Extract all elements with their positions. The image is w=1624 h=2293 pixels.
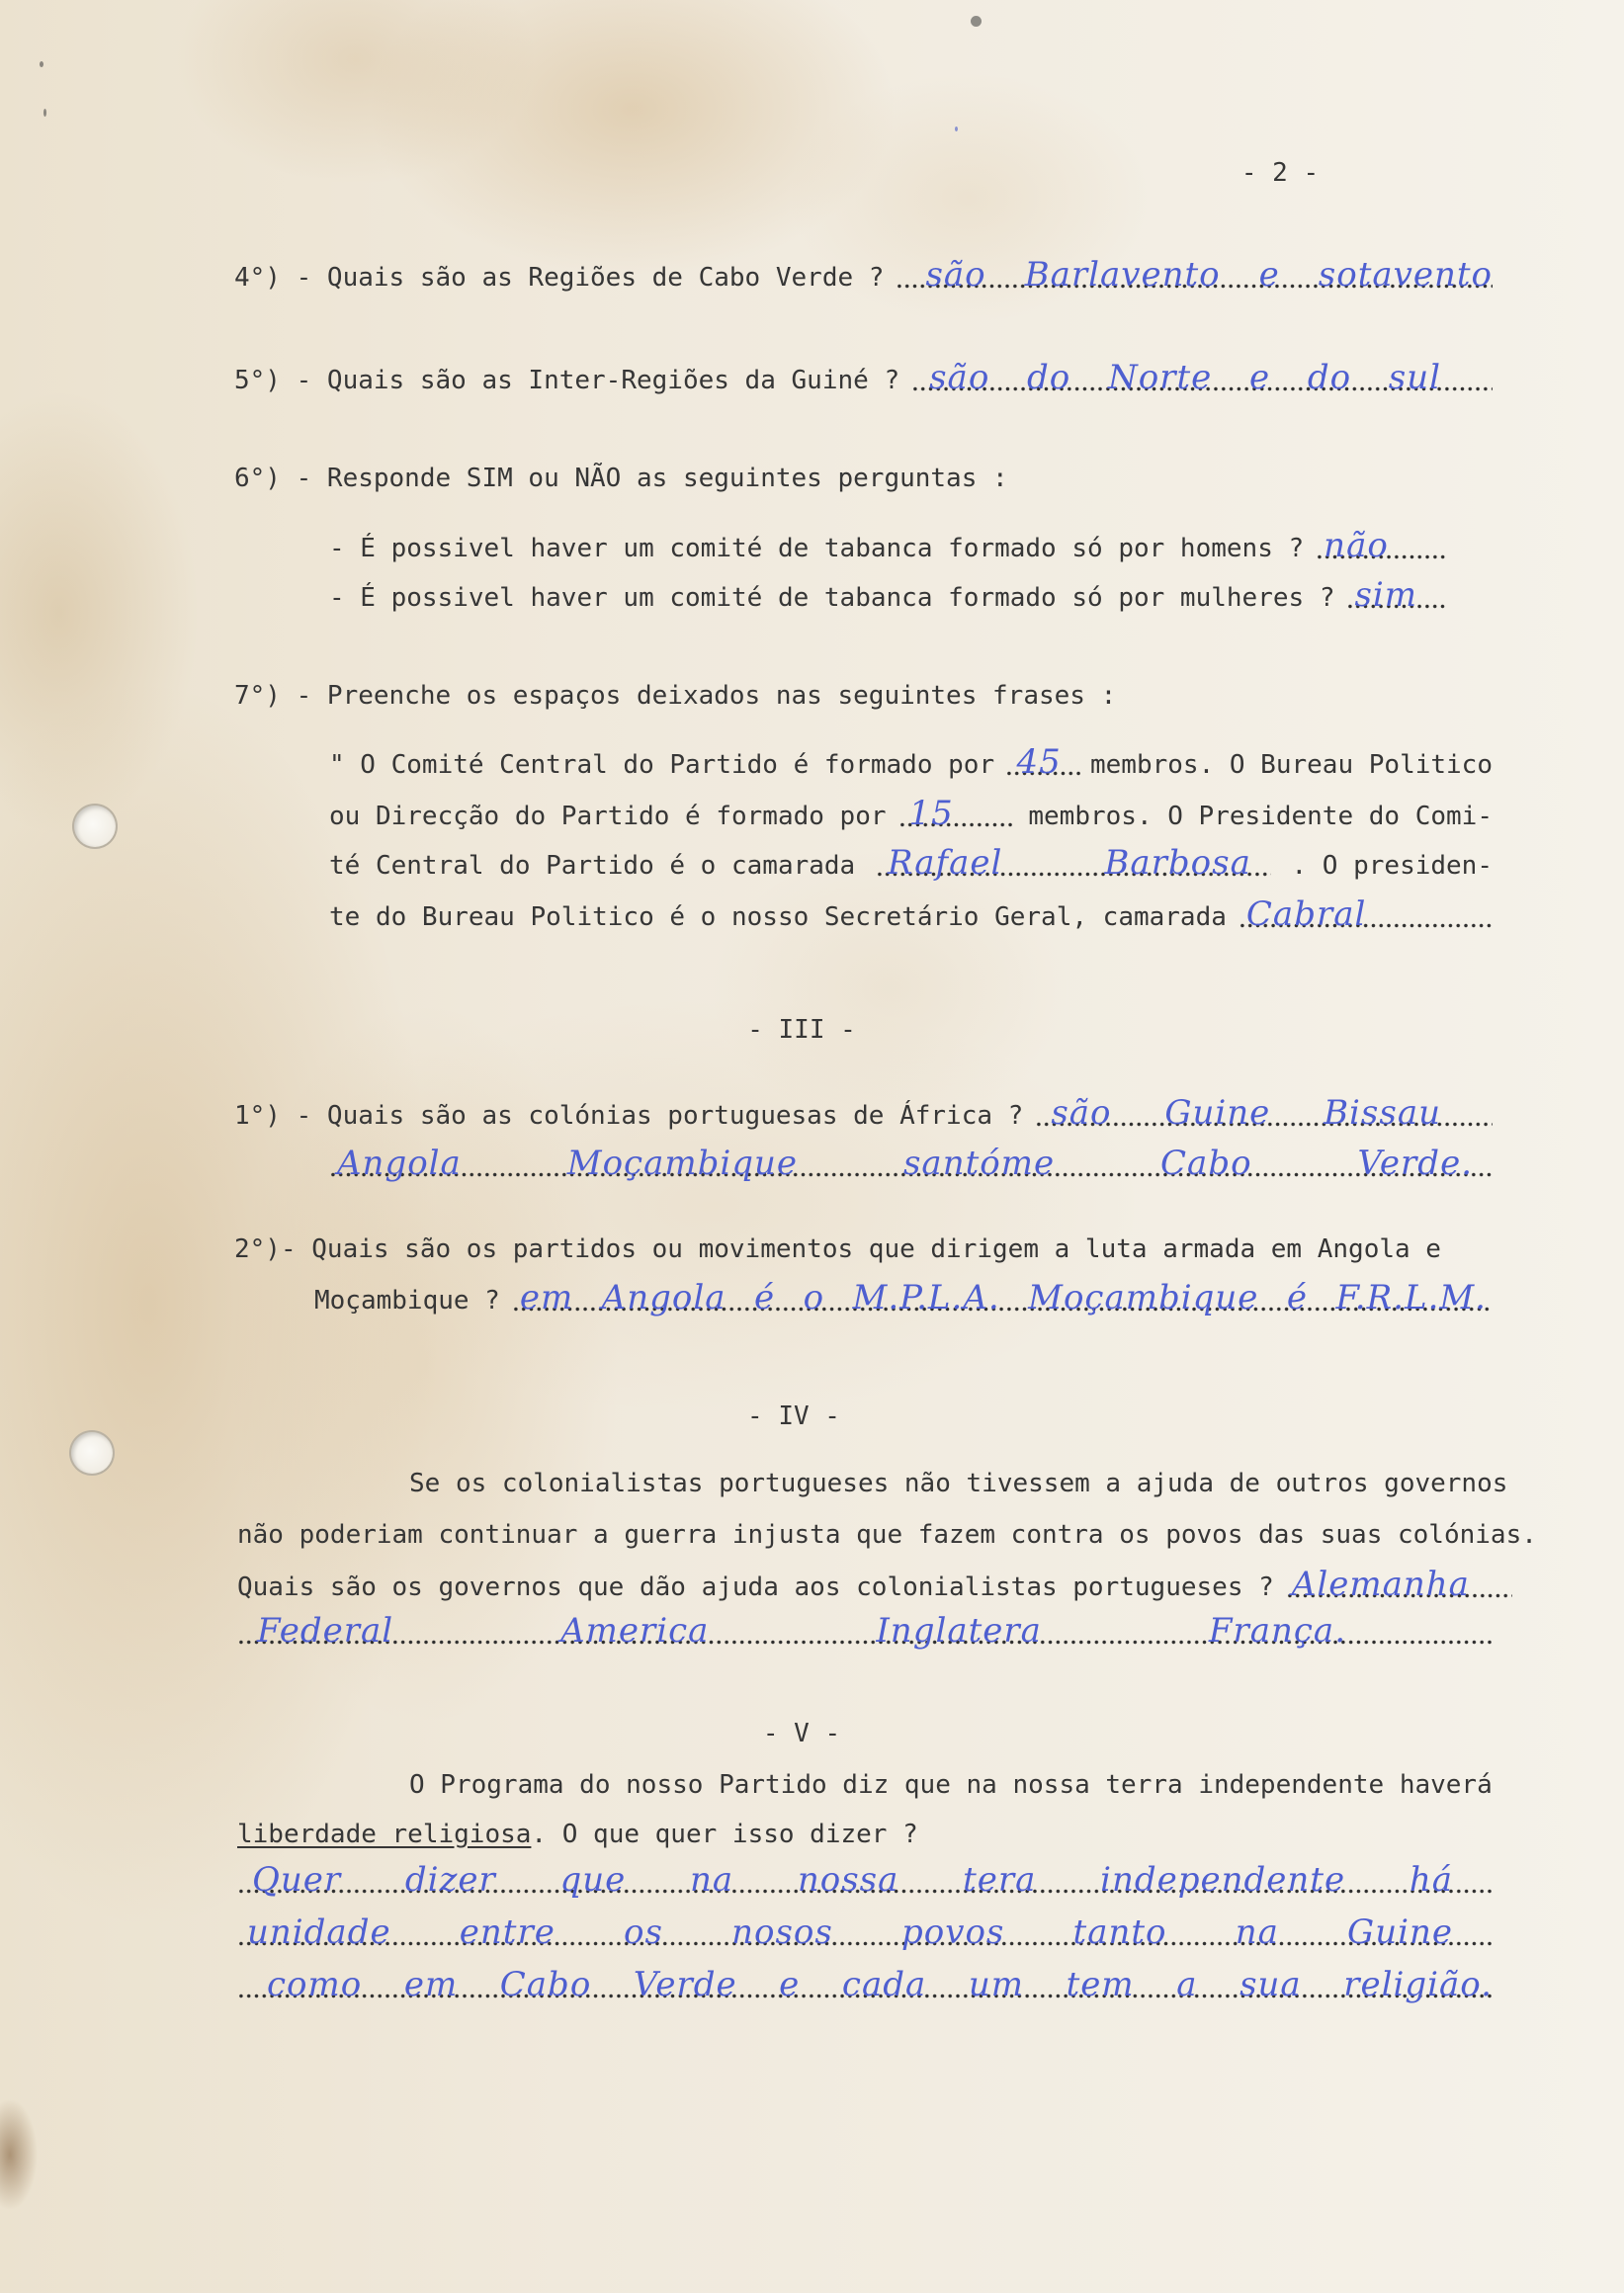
sentence-text-before: te do Bureau Politico é o nosso Secretário Geral, camarada [329,902,1227,932]
question-6-item-homens [329,524,1448,567]
section-iv-heading: - IV - [747,1401,840,1431]
ink-speck [43,109,46,117]
sentence-blank-answer: Cabral [1239,892,1493,936]
question-5-text: 5°) - Quais são as Inter-Regiões da Guiné ? [234,366,900,395]
question-7-sentence-line-4 [329,892,1493,936]
section-iv-answer: Alemanha [1286,1563,1512,1606]
question-4-text: 4°) - Quais são as Regiões de Cabo Verde ? [234,263,885,293]
punch-hole-lower [69,1430,115,1476]
ink-speck [40,61,43,67]
section-iii-question-2-answer: em Angola é o M.P.L.A. Moçambique é F.R.L.M. [512,1276,1493,1319]
question-5-answer: são do Norte e do sul [911,356,1493,399]
question-7-sentence-line-3 [329,841,1493,885]
section-iii-question-2-text-continued: Moçambique ? [314,1286,500,1316]
sentence-blank-answer: 15 [898,792,1015,835]
section-v-question-line-2 [237,1813,918,1856]
section-v-question-rest: . O que quer isso dizer ? [531,1820,918,1849]
section-iv-question-line-2: não poderiam continuar a guerra injusta que fazem contra os povos das suas colónias. [237,1520,1537,1550]
section-iii-heading: - III - [747,1015,856,1045]
section-iv-question-text: Quais são os governos que dão ajuda aos colonialistas portugueses ? [237,1572,1274,1602]
section-iii-question-1-answer-line-2 [329,1142,1493,1185]
sentence-text-after: membros. O Bureau Politico [1090,750,1493,780]
section-iv-answer-continued: Federal America Inglatera França. [237,1609,1493,1653]
punch-hole-upper [72,804,118,849]
question-6-item-homens-answer: não [1316,524,1448,567]
question-6-item-homens-text: - É possivel haver um comité de tabanca formado só por homens ? [329,534,1305,563]
sentence-text-before: té Central do Partido é o camarada [329,851,856,881]
question-6-text: 6°) - Responde SIM ou NÃO as seguintes perguntas : [234,464,1008,493]
section-v-answer-line-1 [237,1858,1493,1902]
question-6-item-mulheres-text: - É possivel haver um comité de tabanca formado só por mulheres ? [329,583,1335,613]
sentence-blank-answer: 45 [1005,740,1080,784]
section-iii-question-2-text: 2°)- Quais são os partidos ou movimentos que dirigem a luta armada em Angola e [234,1234,1441,1264]
section-v-answer-continued: como em Cabo Verde e cada um tem a sua religião. [237,1963,1493,2006]
section-iii-question-1-answer-continued: Angola Moçambique santóme Cabo Verde. [329,1142,1493,1185]
section-iii-question-2-line-2 [314,1276,1493,1319]
question-5-line [234,356,1493,399]
section-iv-question-line-3 [237,1563,1512,1606]
question-4-answer: são Barlavento e sotavento [896,253,1493,297]
question-7-sentence-line-1 [329,740,1493,784]
section-v-answer: Quer dizer que na nossa tera independente há [237,1858,1493,1902]
underlined-term: liberdade religiosa [237,1820,532,1849]
question-6-item-mulheres [329,573,1448,617]
section-v-heading: - V - [762,1719,841,1748]
section-iii-question-1-line [234,1091,1493,1135]
question-4-line [234,253,1493,297]
sentence-text-after: membros. O Presidente do Comi- [1028,802,1493,831]
section-iii-question-1-text: 1°) - Quais são as colónias portuguesas de África ? [234,1101,1024,1131]
section-v-answer-continued: unidade entre os nosos povos tanto na Guine [237,1911,1493,1954]
question-6-item-mulheres-answer: sim [1346,573,1448,617]
page-number: - 2 - [1240,158,1320,188]
section-v-question-line-1: O Programa do nosso Partido diz que na nossa terra independente haverá [409,1770,1493,1800]
section-v-answer-line-2 [237,1911,1493,1954]
ink-speck [971,16,982,27]
section-iv-question-line-1: Se os colonialistas portugueses não tivessem a ajuda de outros governos [409,1469,1508,1498]
section-v-answer-line-3 [237,1963,1493,2006]
section-iii-question-1-answer: são Guine Bissau [1035,1091,1493,1135]
ink-speck [955,127,958,131]
section-iv-answer-line-2 [237,1609,1493,1653]
question-7-sentence-line-2 [329,792,1493,835]
question-7-text: 7°) - Preenche os espaços deixados nas seguintes frases : [234,681,1117,711]
sentence-text-before: " O Comité Central do Partido é formado por [329,750,995,780]
sentence-blank-answer: Rafael Barbosa [876,841,1271,885]
sentence-text-after: . O presiden- [1291,851,1493,881]
sentence-text-before: ou Direcção do Partido é formado por [329,802,887,831]
